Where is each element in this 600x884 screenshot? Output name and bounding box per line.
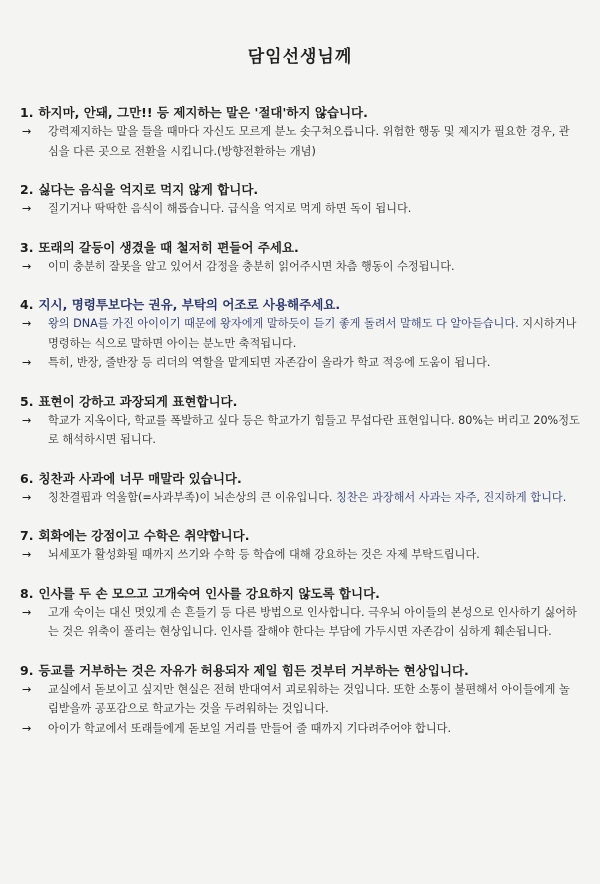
item-bullet xyxy=(20,314,580,353)
item-heading-text: 등교를 거부하는 것은 자유가 허용되자 제일 힘든 것부터 거부하는 현상입니다. xyxy=(38,662,469,678)
item-bullet xyxy=(20,122,580,161)
item-heading-text: 인사를 두 손 모으고 고개숙여 인사를 강요하지 않도록 합니다. xyxy=(38,585,380,601)
bullet-text: 지시하거나 명령하는 식으로 말하면 아이는 분노만 축적됩니다. xyxy=(48,317,577,350)
right-arrow-icon: → xyxy=(22,682,32,696)
bullet-text-highlight: 칭찬은 과장해서 사과는 자주, 진지하게 합니다. xyxy=(336,490,567,504)
item-bullet xyxy=(20,719,580,739)
right-arrow-icon: → xyxy=(22,605,32,619)
list-item-9 xyxy=(20,661,580,739)
item-number: 1. xyxy=(20,105,34,120)
bullet-text-highlight: 왕의 DNA를 가진 아이이기 때문에 왕자에게 말하듯이 듣기 좋게 돌려서 말해도 다 알아듣습니다. xyxy=(48,317,519,330)
bullet-text: 이미 충분히 잘못을 알고 있어서 감정을 충분히 읽어주시면 차츰 행동이 수정됩니다. xyxy=(48,259,455,273)
item-bullet xyxy=(20,545,580,565)
right-arrow-icon: → xyxy=(22,721,32,735)
item-number: 5. xyxy=(20,393,34,409)
bullet-text: 교실에서 돋보이고 싶지만 현실은 전혀 반대여서 괴로워하는 것입니다. 또한 소통이 불편해서 아이들에게 놀림받을까 공포감으로 학교가는 것을 두려워하는 것입니다. xyxy=(48,682,570,715)
right-arrow-icon: → xyxy=(22,413,32,427)
item-number: 3. xyxy=(20,239,34,255)
bullet-text: 특히, 반장, 줄반장 등 리더의 역할을 맡게되면 자존감이 올라가 학교 적응에 도움이 됩니다. xyxy=(48,356,491,369)
item-bullet xyxy=(20,680,580,719)
item-number: 4. xyxy=(20,297,34,312)
list-item-3 xyxy=(20,238,580,277)
item-list xyxy=(20,103,580,738)
item-number: 8. xyxy=(20,585,34,601)
right-arrow-icon: → xyxy=(22,490,32,504)
bullet-text: 아이가 학교에서 또래들에게 돋보일 거리를 만들어 줄 때까지 기다려주어야 합니다. xyxy=(48,721,452,735)
list-item-5 xyxy=(20,392,580,450)
list-item-8 xyxy=(20,584,580,642)
item-heading xyxy=(20,103,580,122)
list-item-4 xyxy=(20,295,580,373)
item-heading-text: 또래의 갈등이 생겼을 때 철저히 편들어 주세요. xyxy=(38,239,299,255)
bullet-text: 학교가 지옥이다, 학교를 폭발하고 싶다 등은 학교가기 힘들고 무섭다란 표현입니다. 80%는 버리고 20%정도로 해석하시면 됩니다. xyxy=(48,413,580,446)
item-heading-text: 싫다는 음식을 억지로 먹지 않게 합니다. xyxy=(38,182,259,197)
list-item-1 xyxy=(20,103,580,161)
item-bullet xyxy=(20,199,580,219)
item-heading xyxy=(20,295,580,314)
item-heading xyxy=(20,392,580,411)
right-arrow-icon: → xyxy=(22,548,32,561)
item-heading xyxy=(20,584,580,603)
item-number: 6. xyxy=(20,470,34,486)
item-heading-text: 칭찬과 사과에 너무 매말라 있습니다. xyxy=(38,470,242,486)
item-heading xyxy=(20,661,580,680)
item-number: 7. xyxy=(20,528,34,543)
item-heading-text: 표현이 강하고 과장되게 표현합니다. xyxy=(38,393,238,409)
item-heading xyxy=(20,180,580,199)
right-arrow-icon: → xyxy=(22,317,32,330)
right-arrow-icon: → xyxy=(22,356,32,369)
item-heading-text: 회화에는 강점이고 수학은 취약합니다. xyxy=(38,528,250,543)
item-heading xyxy=(20,238,580,257)
item-bullet xyxy=(20,603,580,642)
right-arrow-icon: → xyxy=(22,259,32,273)
item-heading-text: 하지마, 안돼, 그만!! 등 제지하는 말은 '절대'하지 않습니다. xyxy=(38,105,368,120)
bullet-text: 뇌세포가 활성화될 때까지 쓰기와 수학 등 학습에 대해 강요하는 것은 자제 부탁드립니다. xyxy=(48,548,480,561)
list-item-7 xyxy=(20,526,580,565)
item-number: 9. xyxy=(20,662,34,678)
item-heading xyxy=(20,469,580,488)
item-bullet xyxy=(20,411,580,450)
list-item-6 xyxy=(20,469,580,508)
bullet-text: 강력제지하는 말을 들을 때마다 자신도 모르게 분노 솟구쳐오릅니다. 위험한 행동 및 제지가 필요한 경우, 관심을 다른 곳으로 전환을 시킵니다.(방향전환하는 개념) xyxy=(48,125,570,158)
bullet-text: 질기거나 딱딱한 음식이 해롭습니다. 급식을 억지로 먹게 하면 독이 됩니다. xyxy=(48,202,412,215)
right-arrow-icon: → xyxy=(22,125,32,138)
right-arrow-icon: → xyxy=(22,202,32,215)
item-number: 2. xyxy=(20,182,34,197)
item-bullet xyxy=(20,257,580,277)
item-heading xyxy=(20,526,580,545)
item-bullet xyxy=(20,353,580,373)
item-bullet xyxy=(20,488,580,508)
item-heading-text: 지시, 명령투보다는 권유, 부탁의 어조로 사용해주세요. xyxy=(38,297,341,312)
bullet-text: 고개 숙이는 대신 멋있게 손 흔들기 등 다른 방법으로 인사합니다. 극우뇌 아이들의 본성으로 인사하기 싫어하는 것은 위축이 풀리는 현상입니다. 인사를 잘해야 한다는 부담에 가두시면 자존감이 심하게 훼손됩니다. xyxy=(48,605,577,638)
list-item-2 xyxy=(20,180,580,219)
bullet-text: 칭찬결핍과 억울함(=사과부족)이 뇌손상의 큰 이유입니다. xyxy=(48,490,337,504)
page-title: 담임선생님께 xyxy=(247,47,353,67)
